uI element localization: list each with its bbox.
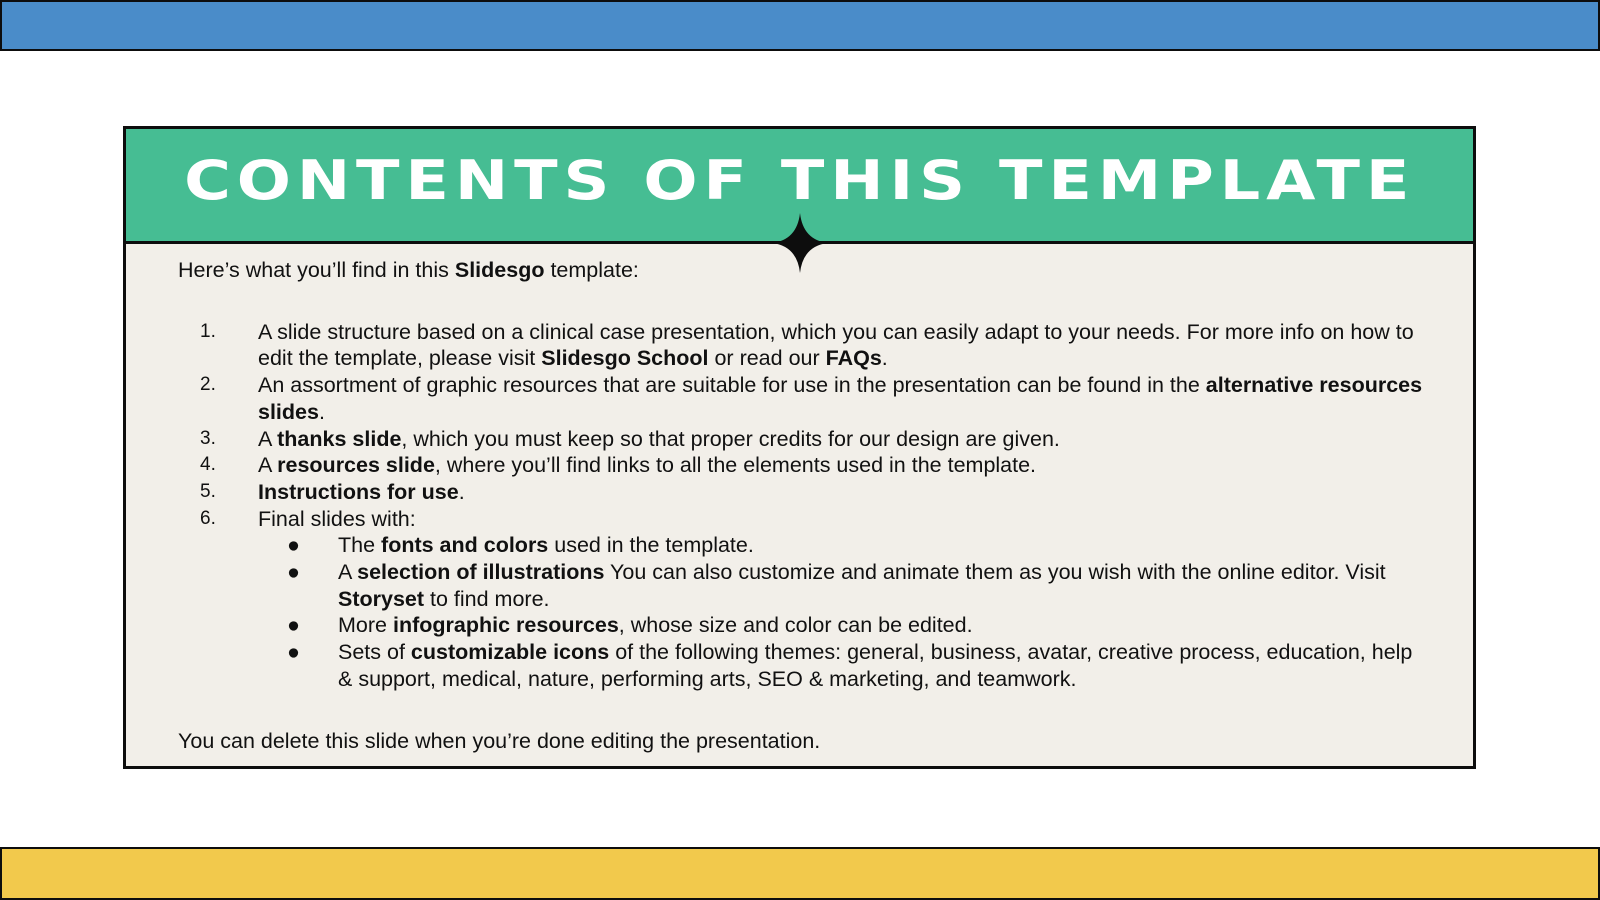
list-item [178, 372, 1428, 425]
intro-text-end: template: [544, 258, 639, 282]
text-run: used in the template. [548, 533, 754, 558]
bold-text: Storyset [338, 586, 425, 611]
intro-text-start: Here’s what you’ll find in this [178, 258, 455, 282]
list-item-text [258, 372, 1428, 425]
list-item-text [258, 319, 1428, 372]
list-item-text [258, 452, 1428, 479]
list-number: 1. [200, 320, 216, 342]
bullet-icon: ● [287, 640, 300, 665]
text-run: , which you must keep so that proper credits for our design are given. [401, 426, 1060, 451]
bold-text: thanks slide [277, 426, 402, 451]
sub-list-item-text [338, 612, 1428, 639]
list-number: 5. [200, 480, 216, 502]
four-point-star-icon [772, 213, 828, 273]
sub-list-item-text [338, 559, 1428, 612]
text-run: More [338, 613, 393, 638]
text-run: You can also customize and animate them as you wish with the online editor. Visit [604, 560, 1386, 585]
list-item-text [258, 479, 1428, 506]
bold-text: fonts and colors [381, 533, 549, 558]
sub-list-item [258, 612, 1428, 639]
bold-text: Slidesgo School [541, 346, 709, 371]
bold-text: resources slide [277, 453, 435, 478]
bold-text: infographic resources [392, 613, 619, 638]
list-item [178, 506, 1428, 693]
list-item [178, 479, 1428, 506]
sub-list-item [258, 559, 1428, 612]
list-item [178, 319, 1428, 372]
text-run: Final slides with: [258, 506, 416, 531]
sub-list [178, 532, 1428, 692]
card-body [178, 257, 1428, 754]
text-run: A [258, 426, 278, 451]
text-run: An assortment of graphic resources that are suitable for use in the presentation can be found in the [258, 373, 1206, 398]
sub-list-item [258, 532, 1428, 559]
slide-title: CONTENTS OF THIS TEMPLATE [183, 149, 1416, 212]
bullet-icon: ● [287, 613, 300, 638]
text-run: to find more. [424, 586, 550, 611]
sub-list-item [258, 639, 1428, 692]
intro-brand: Slidesgo [454, 258, 545, 282]
text-run: . [881, 346, 888, 371]
bold-text: alternative resources slides [258, 373, 1423, 424]
list-number: 2. [200, 374, 216, 396]
text-run: , whose size and color can be edited. [618, 613, 973, 638]
text-run: Sets of [338, 640, 411, 665]
sub-list-item-text [338, 532, 1428, 559]
bullet-icon: ● [287, 533, 300, 558]
contents-list [178, 319, 1428, 693]
bold-text: customizable icons [410, 640, 610, 665]
bottom-color-band [0, 847, 1600, 900]
list-item-text [258, 426, 1428, 453]
sub-list-item-text [338, 639, 1428, 692]
bold-text: selection of illustrations [357, 560, 605, 585]
text-run: or read our [708, 346, 826, 371]
list-number: 3. [200, 427, 216, 449]
bold-text: FAQs [825, 346, 882, 371]
outro-text: You can delete this slide when you’re done editing the presentation. [178, 728, 821, 753]
text-run: A [258, 453, 278, 478]
list-item [178, 452, 1428, 479]
text-run: A [338, 560, 358, 585]
text-run: A slide structure based on a clinical case presentation, which you can easily adapt to your needs. For more info on how to edit the template, please visit [258, 319, 1414, 371]
text-run: The [338, 533, 382, 558]
text-run: of the following themes: general, business, avatar, creative process, education, help & support, medical, nature, performing arts, SEO & marketing, and teamwork. [338, 640, 1413, 691]
list-item [178, 426, 1428, 453]
list-number: 4. [200, 454, 216, 476]
bullet-icon: ● [287, 560, 300, 585]
text-run: . [458, 479, 465, 504]
top-color-band [0, 0, 1600, 51]
list-item-text [258, 506, 1428, 533]
bold-text: Instructions for use [258, 479, 459, 504]
text-run: , where you’ll find links to all the elements used in the template. [434, 453, 1037, 478]
text-run: . [318, 399, 325, 424]
list-number: 6. [200, 507, 216, 529]
